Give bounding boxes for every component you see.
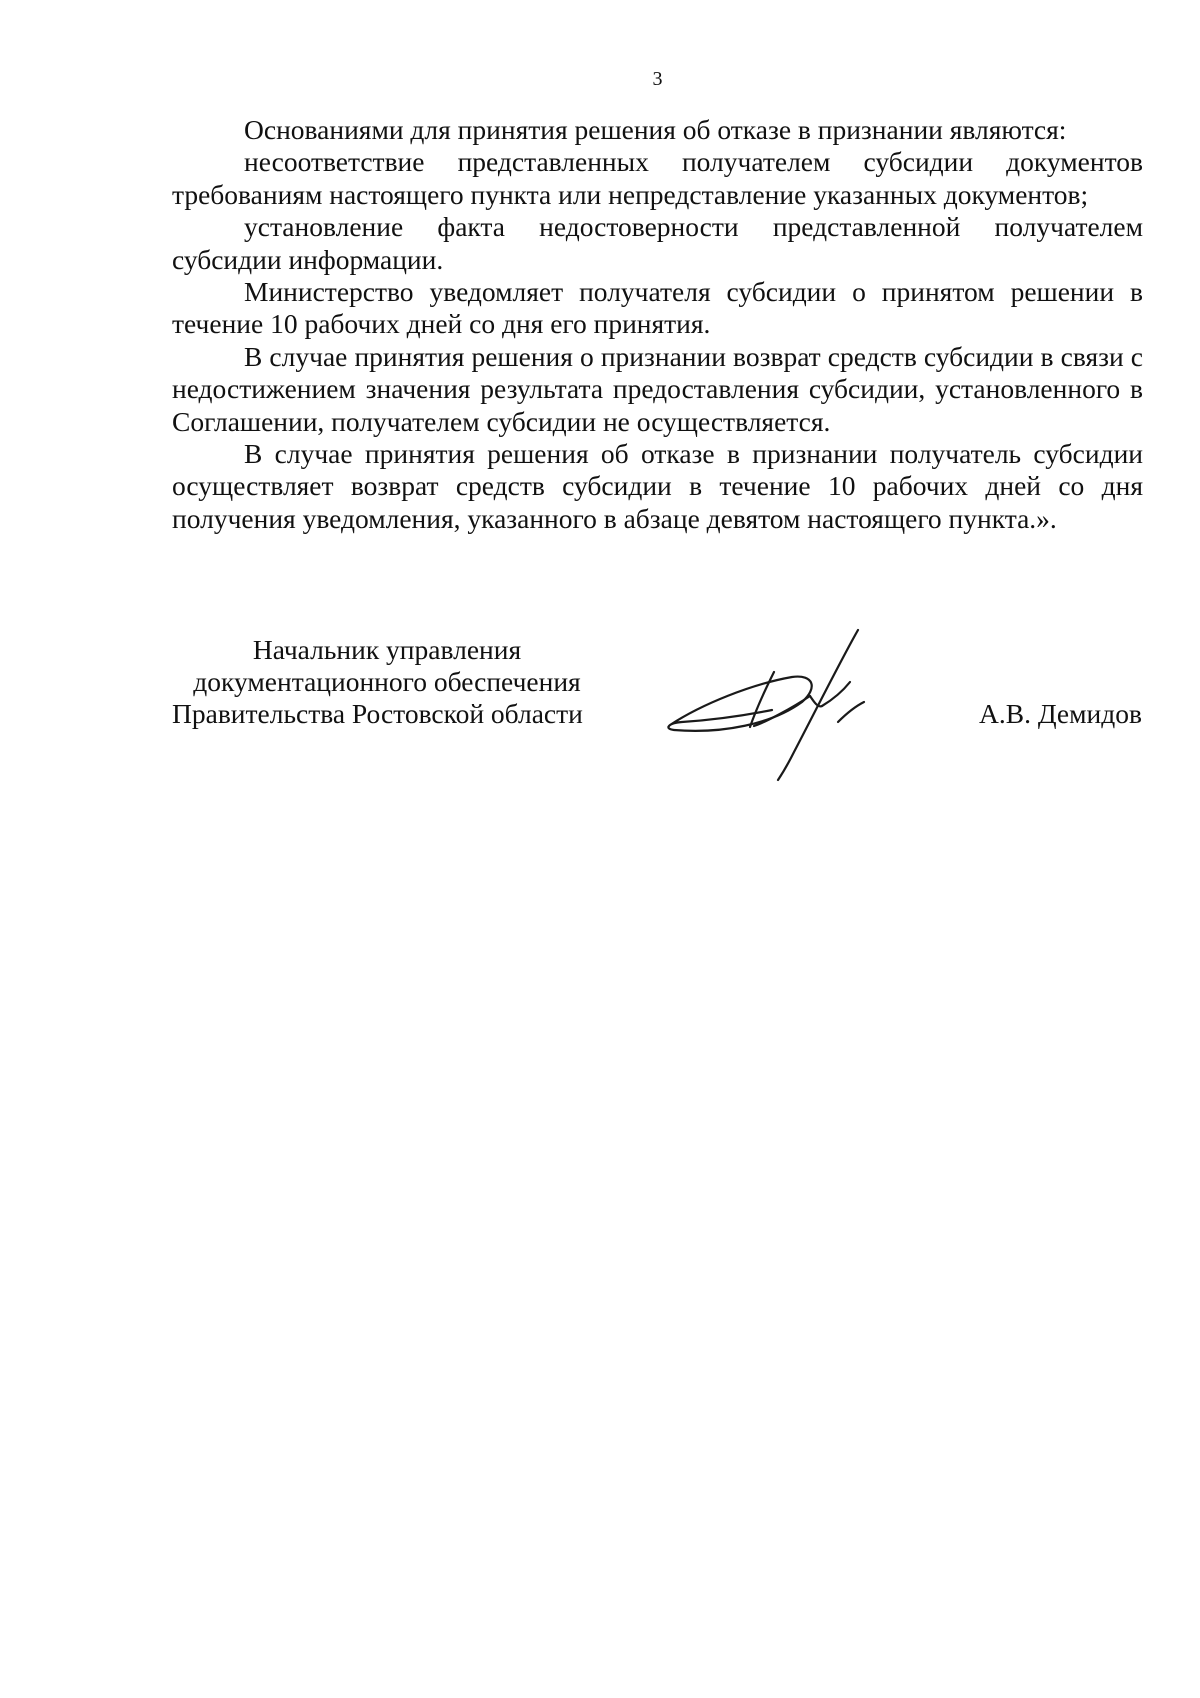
- signer-title-line: документационного обеспечения: [193, 666, 581, 697]
- paragraph-recognition-decision: В случае принятия решения о признании возврат средств субсидии в связи с недостижением значения результата предоставления субсидии, установленного в Соглашении, получателем субсидии не осуществляется.: [172, 340, 1143, 437]
- signer-title-line: Начальник управления: [252, 634, 522, 665]
- paragraph-refusal-decision: В случае принятия решения об отказе в признании получатель субсидии осуществляет возврат средств субсидии в течение 10 рабочих дней со дня получения уведомления, указанного в абзаце девятом настоящего пункта.».: [172, 438, 1143, 534]
- document-body: [172, 114, 1143, 535]
- signer-name: А.В. Демидов: [979, 698, 1142, 729]
- page-number: 3: [652, 68, 663, 90]
- signer-title-line: Правительства Ростовской области: [172, 698, 583, 729]
- paragraph-grounds-for-refusal: Основаниями для принятия решения об отказе в признании являются:: [244, 114, 1067, 145]
- paragraph-ministry-notification: Министерство уведомляет получателя субсидии о принятом решении в течение 10 рабочих дней со дня его принятия.: [172, 276, 1143, 340]
- handwritten-signature: [642, 622, 932, 792]
- paragraph-unreliable-information: установление факта недостоверности представленной получателем субсидии информации.: [172, 211, 1143, 275]
- signer-title: [172, 634, 602, 730]
- signature-block: [172, 634, 1162, 784]
- paragraph-documents-mismatch: несоответствие представленных получателем субсидии документов требованиям настоящего пункта или непредставление указанных документов;: [172, 146, 1143, 210]
